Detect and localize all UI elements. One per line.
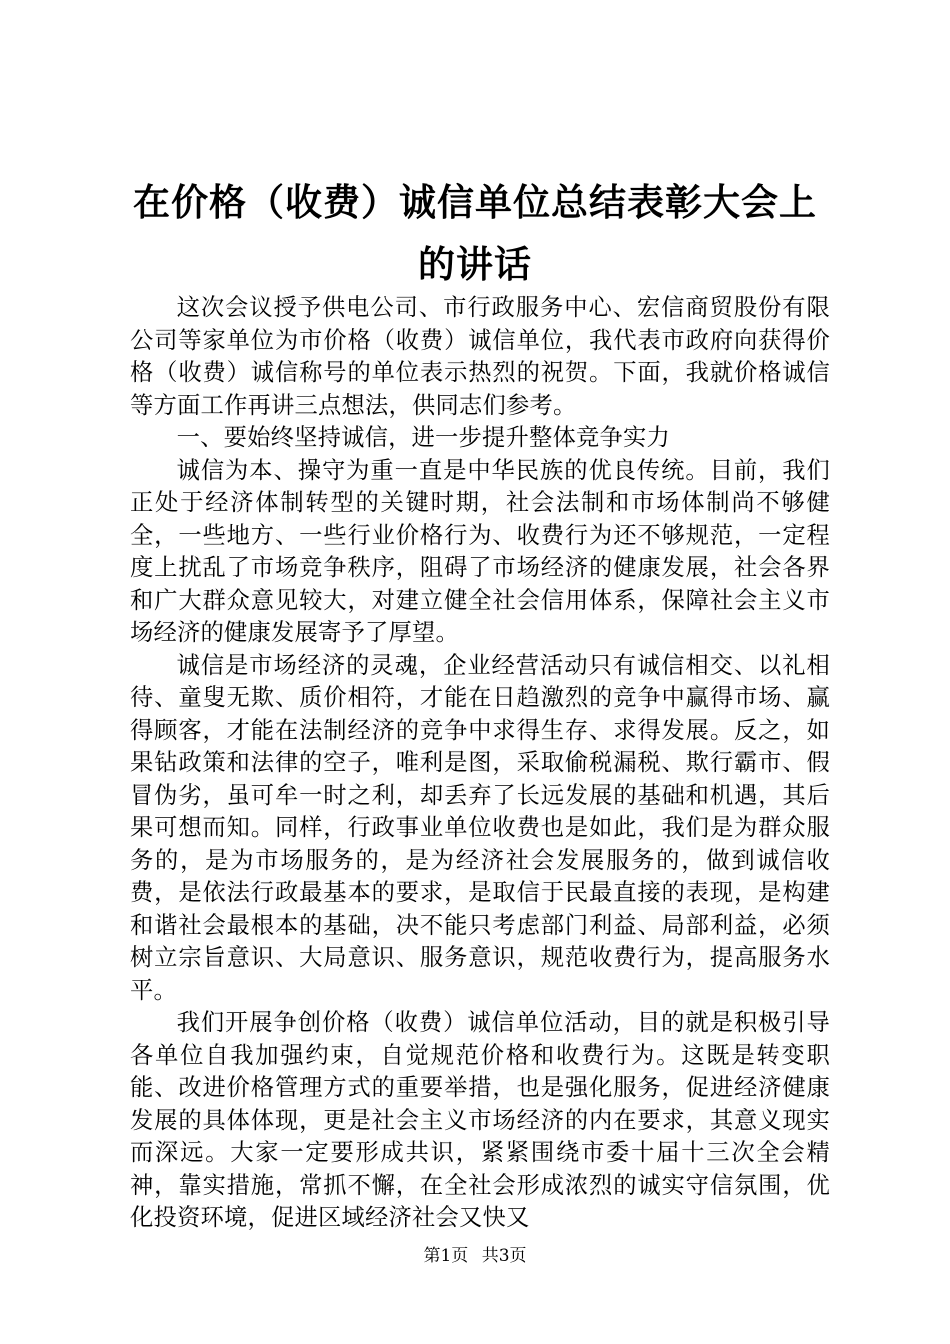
paragraph-2: 诚信为本、操守为重一直是中华民族的优良传统。目前，我们正处于经济体制转型的关键时期，社会法制和市场体制尚不够健全，一些地方、一些行业价格行为、收费行为还不够规范，一定程度上扰乱了市场竞争秩序，阻碍了市场经济的健康发展，社会各界和广大群众意见较大，对建立健全社会信用体系，保障社会主义市场经济的健康发展寄予了厚望。 — [130, 456, 830, 646]
paragraph-intro: 这次会议授予供电公司、市行政服务中心、宏信商贸股份有限公司等家单位为市价格（收费）诚信单位，我代表市政府向获得价格（收费）诚信称号的单位表示热烈的祝贺。下面，我就价格诚信等方面工作再讲三点想法，供同志们参考。 — [130, 294, 830, 419]
paragraph-4: 我们开展争创价格（收费）诚信单位活动，目的就是积极引导各单位自我加强约束，自觉规范价格和收费行为。这既是转变职能、改进价格管理方式的重要举措，也是强化服务，促进经济健康发展的具体体现，更是社会主义市场经济的内在要求，其意义现实而深远。大家一定要形成共识，紧紧围绕市委十届十三次全会精神，靠实措施，常抓不懈，在全社会形成浓烈的诚实守信氛围，优化投资环境，促进区域经济社会又快又 — [130, 1009, 830, 1231]
page-number-current: 第1页 — [423, 1246, 469, 1266]
document-body — [130, 292, 830, 1235]
document-title: 在价格（收费）诚信单位总结表彰大会上的讲话 — [133, 181, 817, 286]
section-heading-1: 一、要始终坚持诚信，进一步提升整体竞争实力 — [176, 424, 671, 451]
page-footer — [0, 1244, 950, 1268]
paragraph-3: 诚信是市场经济的灵魂，企业经营活动只有诚信相交、以礼相待、童叟无欺、质价相符，才能在日趋激烈的竞争中赢得市场、赢得顾客，才能在法制经济的竞争中求得生存、求得发展。反之，如果钻政策和法律的空子，唯利是图，采取偷税漏税、欺行霸市、假冒伪劣，虽可牟一时之利，却丢弃了长远发展的基础和机遇，其后果可想而知。同样，行政事业单位收费也是如此，我们是为群众服务的，是为市场服务的，是为经济社会发展服务的，做到诚信收费，是依法行政最基本的要求，是取信于民最直接的表现，是构建和谐社会最根本的基础，决不能只考虑部门利益、局部利益，必须树立宗旨意识、大局意识、服务意识，规范收费行为，提高服务水平。 — [130, 651, 830, 1004]
page-number-total: 共3页 — [481, 1246, 527, 1266]
